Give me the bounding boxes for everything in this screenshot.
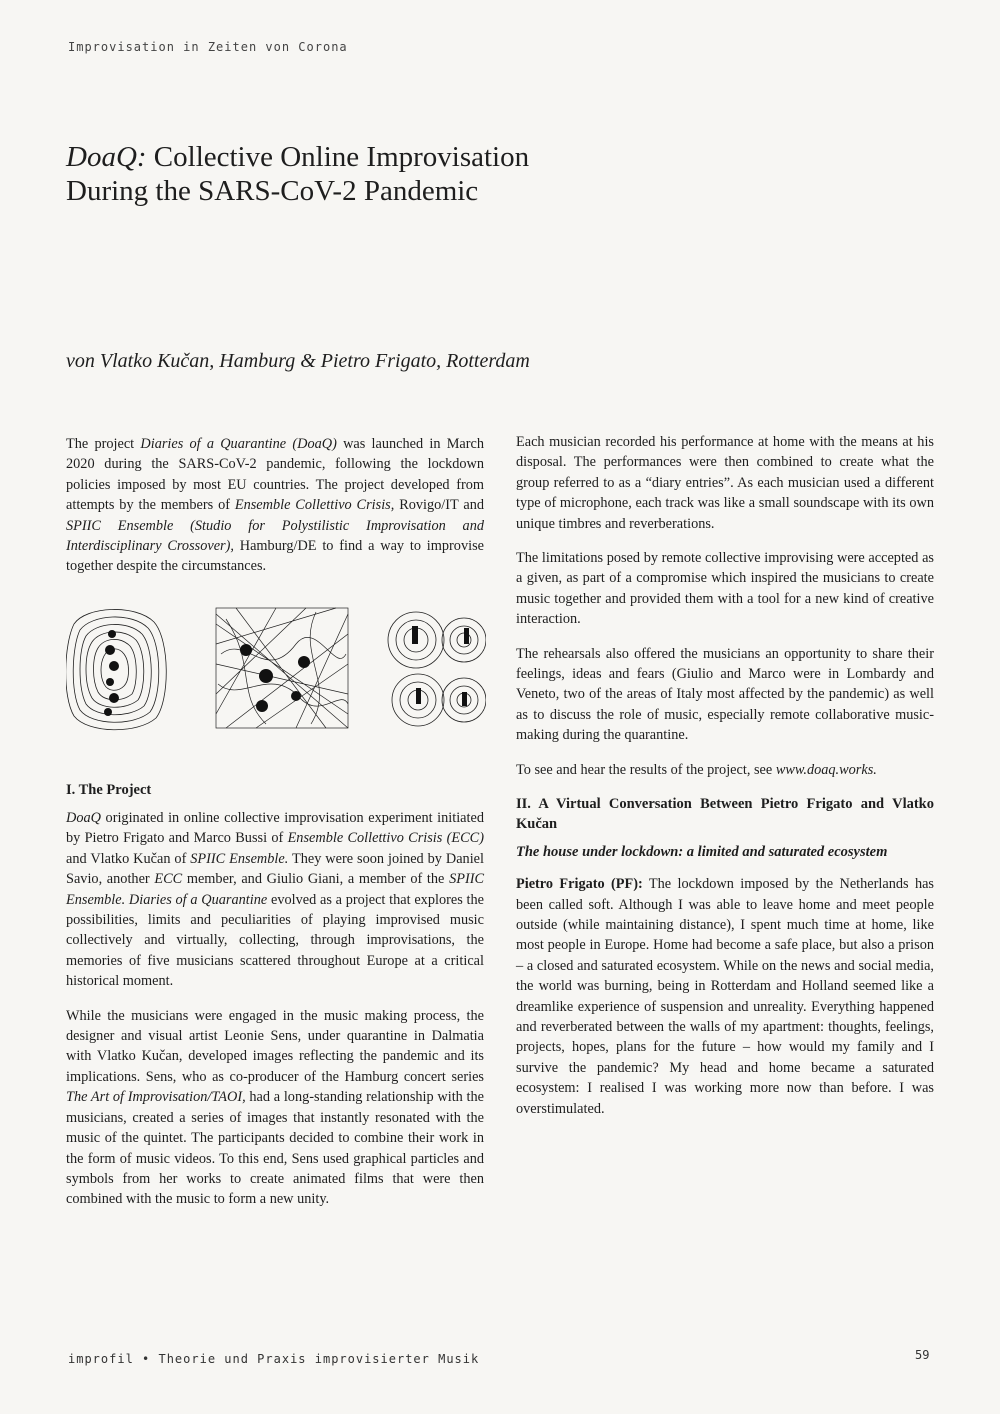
title-italic-part: DoaQ:: [66, 141, 147, 173]
right-column: [516, 432, 934, 1133]
section1-italic: DoaQ: [66, 810, 101, 826]
section1-paragraph2: [66, 1006, 484, 1210]
running-head: Improvisation in Zeiten von Corona: [68, 40, 348, 54]
title-line2: During the SARS-CoV-2 Pandemic: [66, 175, 479, 207]
section1-text: had a long-standing relationship with the musicians, created a series of images that instantly resonated with the music of the quintet. The participants decided to combine their work in the form of music videos. To this end, Sens used graphical particles and symbols from her works to create animated films that were then combined with the music to form a new unity.: [66, 1089, 484, 1208]
intro-italic: Ensemble Collettivo Crisis,: [234, 497, 395, 514]
intro-italic: SPIIC Ensemble (Studio for Polystilistic Improvisation and Interdisciplinary Crossover),: [66, 517, 484, 555]
artwork-illustrations: [66, 604, 486, 734]
page-number: 59: [915, 1348, 930, 1362]
section1-text: While the musicians were engaged in the music making process, the designer and visual artist Leonie Sens, under quarantine in Dalmatia with Vlatko Kučan, developed images reflecting the pandemic and its implications. Sens, who as co-producer of the Hamburg concert series: [66, 1007, 484, 1085]
section1-italic: SPIIC Ensemble. Diaries of a Quarantine: [66, 871, 485, 908]
section1-italic: The Art of Improvisation/TAOI,: [66, 1089, 246, 1106]
right-paragraph5: [516, 874, 934, 1119]
right-paragraph2: The limitations posed by remote collective improvising were accepted as a given, as part of a compromise which inspired the musicians to create music together and provided them with a tool for a new kind of creative interaction.: [516, 550, 934, 628]
artwork-dots-left: [104, 630, 119, 716]
right-text: To see and hear the results of the project, see: [516, 761, 773, 778]
intro-paragraph: [66, 434, 484, 577]
intro-text: Rovigo/IT and: [399, 497, 485, 514]
right-paragraph3: The rehearsals also offered the musicians an opportunity to share their feelings, ideas and fears (Giulio and Marco were in Lombardy and Veneto, two of the areas of Italy most affected by the pandemic) as well as to discuss the role of music, especially remote collaborative music-making during the quarantine.: [516, 645, 934, 744]
section1-italic: SPIIC Ensemble.: [190, 850, 289, 867]
section1-text: member, and Giulio Giani, a member of the: [186, 871, 445, 888]
right-text: The lockdown imposed by the Netherlands has been called soft. Although I was able to leave home and meet people outside (while maintaining distance), I spent much time at home, like most people in Europe. Home had become a safe place, but also a prison – a closed and saturated ecosystem. While on the news and social media, the world was burning, being in Rotterdam and Holland seemed like a dreamlike experience of suspension and unreality. Everything happened and reverberated between the walls of my apartment: thoughts, feelings, projects, hopes, plans for the future – how would my family and I survive the pandemic? My head and home became a saturated ecosystem: I realised I was working more now than before. I was overstimulated.: [516, 876, 935, 1117]
intro-text: was launched in March 2020 during the SARS-CoV-2 pandemic, following the lockdown policies imposed by most EU countries. The project developed from attempts by the members of: [66, 436, 485, 514]
authors-line: von Vlatko Kučan, Hamburg & Pietro Frigato, Rotterdam: [66, 350, 530, 372]
section2-heading: II. A Virtual Conversation Between Pietro Frigato and Vlatko Kučan: [516, 796, 934, 833]
intro-text: The project: [66, 436, 135, 452]
section1-text: evolved as a project that explores the possibilities, limits and peculiarities of playing improvised music collectively and virtually, collecting, through improvisations, the memories of five musicians scattered throughout Europe at a critical historical moment.: [66, 891, 484, 990]
section1-text: originated in online collective improvisation experiment initiated by Pietro Frigato and Marco Bussi of: [66, 810, 484, 847]
footer: improfil • Theorie und Praxis improvisierter Musik: [68, 1352, 480, 1366]
section1-column: [66, 780, 484, 1224]
right-paragraph1: Each musician recorded his performance at home with the means at his disposal. The performances were then combined to create what the group referred to as a “diary entries”. As each musician used a different type of microphone, each track was like a small soundscape with its own unique timbres and reverberations.: [516, 434, 934, 532]
project-url: www.doaq.works.: [775, 761, 877, 778]
intro-italic: Diaries of a Quarantine (DoaQ): [140, 436, 337, 452]
section2-subheading: The house under lockdown: a limited and saturated ecosystem: [516, 844, 888, 861]
right-paragraph4: [516, 760, 934, 780]
artwork-swirls-right: [388, 612, 486, 726]
intro-text: Hamburg/DE to find a way to improvise together despite the circumstances.: [66, 538, 484, 575]
artwork-tangle-middle: [216, 608, 348, 728]
section1-text: They were soon joined by Daniel Savio, another: [66, 850, 484, 888]
section1-text: and Vlatko Kučan of: [66, 850, 187, 867]
section1-paragraph1: [66, 808, 484, 992]
artwork-dots-middle: [240, 644, 310, 712]
section1-italic: Ensemble Collettivo Crisis (ECC): [287, 830, 484, 847]
intro-column: [66, 434, 484, 591]
article-title: [66, 140, 666, 208]
section1-italic: ECC: [154, 871, 183, 888]
speaker-label: Pietro Frigato (PF):: [516, 876, 643, 893]
title-line1: Collective Online Improvisation: [146, 141, 530, 173]
section1-heading: I. The Project: [66, 782, 152, 798]
